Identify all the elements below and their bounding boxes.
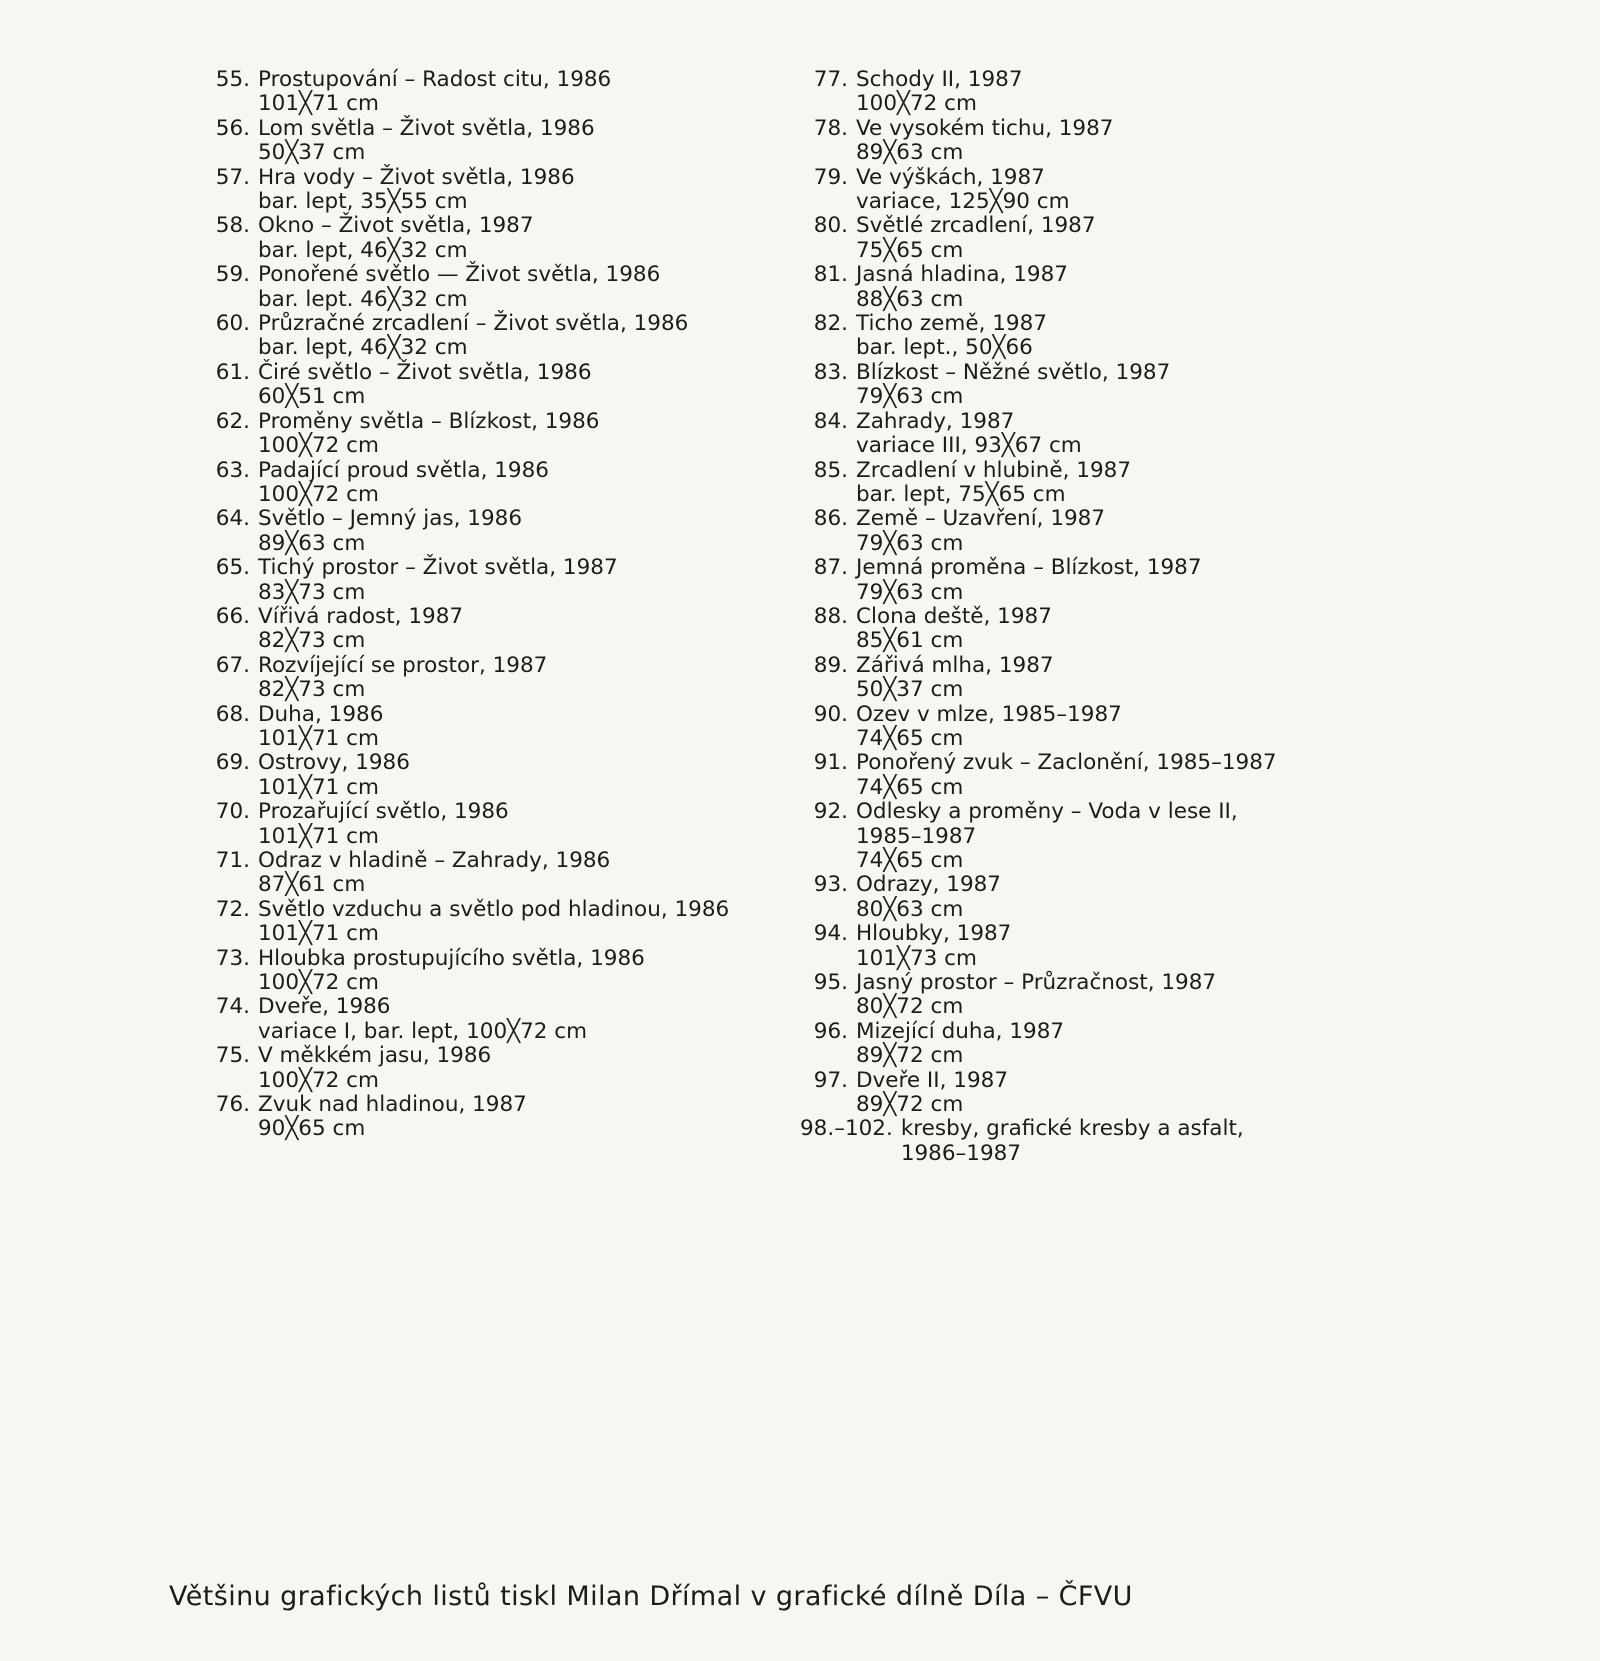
catalog-entry: [800, 117, 1360, 166]
entry-title: Ozev v mlze, 1985–1987: [856, 701, 1122, 727]
entry-number: 59.: [215, 262, 250, 288]
entry-number: 61.: [215, 359, 250, 385]
entry-title: Odlesky a proměny – Voda v lese II,: [856, 799, 1238, 825]
entry-number: 60.: [215, 311, 250, 337]
entry-detail: 80╳63 cm: [856, 896, 964, 922]
catalog-entry: [210, 507, 770, 556]
catalog-entry: [800, 410, 1360, 459]
entry-detail: bar. lept., 50╳66: [856, 335, 1033, 361]
catalog-entry: [800, 1069, 1360, 1118]
entry-detail: 88╳63 cm: [856, 286, 964, 312]
entry-detail: 100╳72 cm: [258, 1067, 379, 1093]
entry-number: 91.: [813, 750, 848, 776]
entry-number: 55.: [215, 67, 250, 92]
catalog-entry: [210, 263, 770, 312]
entry-title: V měkkém jasu, 1986: [258, 1043, 492, 1069]
entry-number: 93.: [813, 872, 848, 898]
printer-credit: Většinu grafických listů tiskl Milan Dřímal v grafické dílně Díla – ČFVU: [169, 1581, 1133, 1612]
entry-number: 66.: [215, 603, 250, 629]
entry-number: 58.: [215, 213, 250, 239]
entry-number: 88.: [813, 603, 848, 629]
entry-detail: bar. lept, 75╳65 cm: [856, 481, 1066, 507]
entry-number: 81.: [813, 262, 848, 288]
entry-detail: 74╳65 cm: [856, 774, 964, 800]
entry-detail: 79╳63 cm: [856, 579, 964, 605]
entry-detail: 101╳71 cm: [258, 725, 379, 751]
entry-detail: 83╳73 cm: [258, 579, 366, 605]
entry-title: Zářivá mlha, 1987: [856, 652, 1054, 678]
catalog-entry: [800, 922, 1360, 971]
entry-detail: 60╳51 cm: [258, 384, 366, 410]
entry-title: Jasný prostor – Průzračnost, 1987: [856, 970, 1217, 996]
entry-title: Země – Uzavření, 1987: [856, 506, 1106, 532]
entry-title: Světlé zrcadlení, 1987: [856, 213, 1096, 239]
entry-title: Duha, 1986: [258, 701, 384, 727]
entry-number: 83.: [813, 359, 848, 385]
catalog-entry: [210, 947, 770, 996]
catalog-entry: [210, 800, 770, 849]
entry-title: Ve výškách, 1987: [856, 164, 1045, 190]
catalog-entry: [800, 703, 1360, 752]
catalog-entry: [210, 410, 770, 459]
catalog-entry: [210, 312, 770, 361]
entry-detail: 50╳37 cm: [856, 677, 964, 703]
entry-detail: 1985–1987: [856, 823, 977, 849]
entry-title: Dveře, 1986: [258, 994, 391, 1020]
catalog-entry: [210, 459, 770, 508]
entry-detail: bar. lept, 46╳32 cm: [258, 335, 468, 361]
entry-number: 63.: [215, 457, 250, 483]
entry-detail: 101╳73 cm: [856, 945, 977, 971]
entry-detail: 79╳63 cm: [856, 384, 964, 410]
entry-number: 78.: [813, 115, 848, 141]
entry-number: 56.: [215, 115, 250, 141]
entry-title: Ticho země, 1987: [856, 311, 1047, 337]
catalog-entry: [800, 1020, 1360, 1069]
entry-title: Hra vody – Život světla, 1986: [258, 164, 575, 190]
entry-title: Průzračné zrcadlení – Život světla, 1986: [258, 311, 689, 337]
entry-detail: 101╳71 cm: [258, 823, 379, 849]
catalog-column-right: [800, 68, 1360, 1166]
entry-number: 98.–102.: [800, 1116, 893, 1142]
entry-detail: 101╳71 cm: [258, 774, 379, 800]
entry-title: Zahrady, 1987: [856, 408, 1015, 434]
catalog-entry: [210, 605, 770, 654]
catalog-entry: [210, 703, 770, 752]
entry-number: 96.: [813, 1018, 848, 1044]
entry-title: Lom světla – Život světla, 1986: [258, 115, 595, 141]
entry-number: 67.: [215, 652, 250, 678]
entry-title: Zrcadlení v hlubině, 1987: [856, 457, 1132, 483]
entry-number: 70.: [215, 799, 250, 825]
entry-detail: 100╳72 cm: [258, 970, 379, 996]
entry-title: Jemná proměna – Blízkost, 1987: [856, 555, 1202, 581]
entry-detail: bar. lept. 46╳32 cm: [258, 286, 468, 312]
entry-title: Schody II, 1987: [856, 67, 1023, 92]
entry-detail: 100╳72 cm: [258, 481, 379, 507]
entry-title: Hloubky, 1987: [856, 921, 1012, 947]
entry-title: Zvuk nad hladinou, 1987: [258, 1092, 527, 1118]
entry-detail: 89╳72 cm: [856, 1043, 964, 1069]
entry-number: 79.: [813, 164, 848, 190]
entry-title: Proměny světla – Blízkost, 1986: [258, 408, 600, 434]
catalog-entry: [210, 117, 770, 166]
entry-title: Ostrovy, 1986: [258, 750, 410, 776]
entry-title: Prostupování – Radost citu, 1986: [258, 67, 612, 92]
entry-detail: 101╳71 cm: [258, 921, 379, 947]
entry-number: 92.: [813, 799, 848, 825]
entry-title: Ponořený zvuk – Zaclonění, 1985–1987: [856, 750, 1277, 776]
catalog-entry: [210, 654, 770, 703]
entry-title: Dveře II, 1987: [856, 1067, 1009, 1093]
entry-title: Tichý prostor – Život světla, 1987: [258, 555, 618, 581]
entry-title: Světlo vzduchu a světlo pod hladinou, 1986: [258, 896, 730, 922]
entry-number: 89.: [813, 652, 848, 678]
entry-number: 69.: [215, 750, 250, 776]
entry-number: 72.: [215, 896, 250, 922]
entry-title: Odraz v hladině – Zahrady, 1986: [258, 848, 611, 873]
entry-number: 74.: [215, 994, 250, 1020]
catalog-entry: [210, 1093, 770, 1142]
catalog-entry: [800, 800, 1360, 873]
entry-title: Ponořené světlo — Život světla, 1986: [258, 262, 661, 288]
entry-number: 65.: [215, 555, 250, 581]
entry-number: 73.: [215, 945, 250, 971]
catalog-entry: [800, 214, 1360, 263]
entry-number: 85.: [813, 457, 848, 483]
entry-detail: 79╳63 cm: [856, 530, 964, 556]
entry-title: Ve vysokém tichu, 1987: [856, 115, 1114, 141]
entry-detail: 100╳72 cm: [856, 91, 977, 117]
entry-number: 86.: [813, 506, 848, 532]
entry-detail: 85╳61 cm: [856, 628, 964, 654]
entry-number: 62.: [215, 408, 250, 434]
entry-detail: 1986–1987: [900, 1140, 1022, 1166]
catalog-entry: [800, 971, 1360, 1020]
entry-detail: 100╳72 cm: [258, 433, 379, 459]
catalog-entry: [800, 459, 1360, 508]
catalog-entry: [800, 507, 1360, 556]
catalog-entry: [800, 654, 1360, 703]
catalog-entry: [210, 995, 770, 1044]
catalog-entry: [210, 214, 770, 263]
catalog-entry: [210, 361, 770, 410]
catalog-entry: [210, 849, 770, 898]
catalog-entry: [800, 1117, 1360, 1166]
entry-detail: 74╳65 cm: [856, 848, 964, 873]
entry-number: 84.: [813, 408, 848, 434]
catalog-entry: [800, 312, 1360, 361]
entry-detail: variace, 125╳90 cm: [856, 189, 1070, 215]
entry-number: 71.: [215, 848, 250, 873]
entry-title: Vířivá radost, 1987: [258, 603, 464, 629]
entry-title: Rozvíjející se prostor, 1987: [258, 652, 548, 678]
entry-detail: bar. lept, 35╳55 cm: [258, 189, 468, 215]
entry-number: 90.: [813, 701, 848, 727]
entry-detail: 82╳73 cm: [258, 677, 366, 703]
catalog-entry: [800, 263, 1360, 312]
catalog-entry: [210, 751, 770, 800]
entry-title: Čiré světlo – Život světla, 1986: [258, 359, 592, 385]
catalog-entry: [800, 605, 1360, 654]
entry-detail: 87╳61 cm: [258, 872, 366, 898]
entry-detail: 89╳63 cm: [856, 140, 964, 166]
entry-detail: 90╳65 cm: [258, 1116, 366, 1142]
entry-title: Mizející duha, 1987: [856, 1018, 1065, 1044]
catalog-entry: [800, 361, 1360, 410]
entry-number: 87.: [813, 555, 848, 581]
catalog-entry: [210, 1044, 770, 1093]
catalog-entry: [800, 751, 1360, 800]
catalog-entry: [800, 68, 1360, 117]
entry-number: 95.: [813, 970, 848, 996]
entry-detail: 101╳71 cm: [258, 91, 379, 117]
entry-detail: 74╳65 cm: [856, 725, 964, 751]
entry-number: 75.: [215, 1043, 250, 1069]
catalog-entry: [800, 166, 1360, 215]
catalog-entry: [800, 556, 1360, 605]
entry-detail: 50╳37 cm: [258, 140, 366, 166]
entry-title: Padající proud světla, 1986: [258, 457, 549, 483]
entry-detail: 80╳72 cm: [856, 994, 964, 1020]
entry-title: Odrazy, 1987: [856, 872, 1001, 898]
entry-detail: 89╳72 cm: [856, 1092, 964, 1118]
entry-detail: 89╳63 cm: [258, 530, 366, 556]
entry-detail: 75╳65 cm: [856, 237, 964, 263]
catalog-entry: [800, 873, 1360, 922]
entry-title: Prozařující světlo, 1986: [258, 799, 509, 825]
catalog-column-left: [210, 68, 770, 1142]
entry-number: 94.: [813, 921, 848, 947]
entry-title: Blízkost – Něžné světlo, 1987: [856, 359, 1171, 385]
catalog-entry: [210, 68, 770, 117]
entry-number: 68.: [215, 701, 250, 727]
entry-number: 57.: [215, 164, 250, 190]
entry-title: kresby, grafické kresby a asfalt,: [900, 1116, 1244, 1142]
entry-number: 82.: [813, 311, 848, 337]
entry-title: Okno – Život světla, 1987: [258, 213, 534, 239]
entry-detail: 82╳73 cm: [258, 628, 366, 654]
entry-title: Clona deště, 1987: [856, 603, 1052, 629]
entry-number: 80.: [813, 213, 848, 239]
entry-detail: variace I, bar. lept, 100╳72 cm: [258, 1018, 588, 1044]
catalog-entry: [210, 898, 770, 947]
entry-title: Světlo – Jemný jas, 1986: [258, 506, 523, 532]
entry-number: 76.: [215, 1092, 250, 1118]
entry-title: Jasná hladina, 1987: [856, 262, 1068, 288]
entry-detail: variace III, 93╳67 cm: [856, 433, 1082, 459]
entry-number: 64.: [215, 506, 250, 532]
entry-number: 97.: [813, 1067, 848, 1093]
entry-number: 77.: [813, 67, 848, 92]
catalog-entry: [210, 556, 770, 605]
catalog-entry: [210, 166, 770, 215]
entry-title: Hloubka prostupujícího světla, 1986: [258, 945, 645, 971]
entry-detail: bar. lept, 46╳32 cm: [258, 237, 468, 263]
